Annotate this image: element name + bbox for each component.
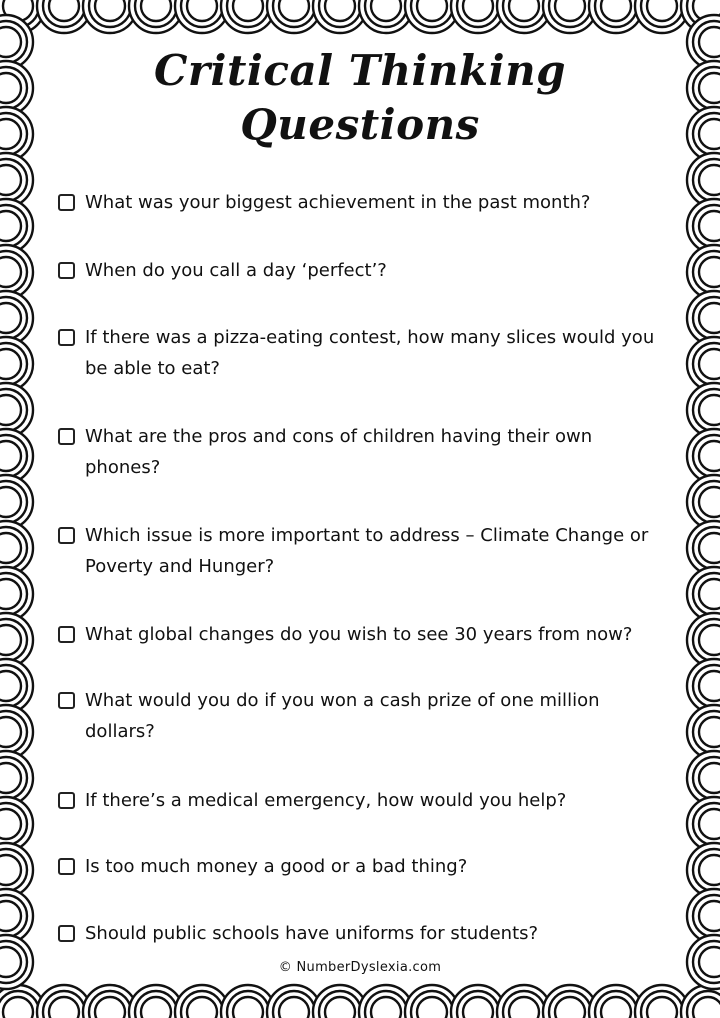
question-item — [58, 922, 658, 949]
question-item — [58, 259, 658, 286]
question-checkbox[interactable] — [58, 194, 75, 211]
question-text: Which issue is more important to address – Climate Change or Poverty and Hunger? — [85, 525, 649, 577]
question-item — [58, 855, 658, 882]
question-item — [58, 425, 658, 483]
question-checkbox[interactable] — [58, 925, 75, 942]
question-item — [58, 623, 658, 650]
question-checkbox[interactable] — [58, 792, 75, 809]
title-line-2: Questions — [240, 100, 480, 149]
question-checkbox[interactable] — [58, 527, 75, 544]
question-checkbox[interactable] — [58, 262, 75, 279]
question-checkbox[interactable] — [58, 329, 75, 346]
question-item — [58, 689, 658, 747]
question-text: When do you call a day ‘perfect’? — [85, 260, 387, 281]
title-line-1: Critical Thinking — [154, 46, 566, 95]
question-text: What would you do if you won a cash prize of one million dollars? — [85, 690, 600, 742]
question-item — [58, 191, 658, 218]
question-checkbox[interactable] — [58, 858, 75, 875]
question-text: Should public schools have uniforms for students? — [85, 923, 539, 944]
question-text: What global changes do you wish to see 30 years from now? — [85, 624, 633, 645]
question-checkbox[interactable] — [58, 692, 75, 709]
question-text: If there was a pizza-eating contest, how many slices would you be able to eat? — [85, 327, 655, 379]
question-text: Is too much money a good or a bad thing? — [85, 856, 468, 877]
question-item — [58, 326, 658, 384]
question-text: If there’s a medical emergency, how would you help? — [85, 790, 567, 811]
question-item — [58, 524, 658, 582]
worksheet-content — [40, 0, 680, 1018]
question-item — [58, 789, 658, 816]
question-checkbox[interactable] — [58, 626, 75, 643]
question-text: What are the pros and cons of children having their own phones? — [85, 426, 593, 478]
question-checkbox[interactable] — [58, 428, 75, 445]
question-text: What was your biggest achievement in the past month? — [85, 192, 591, 213]
footer-credit: © NumberDyslexia.com — [278, 960, 442, 975]
